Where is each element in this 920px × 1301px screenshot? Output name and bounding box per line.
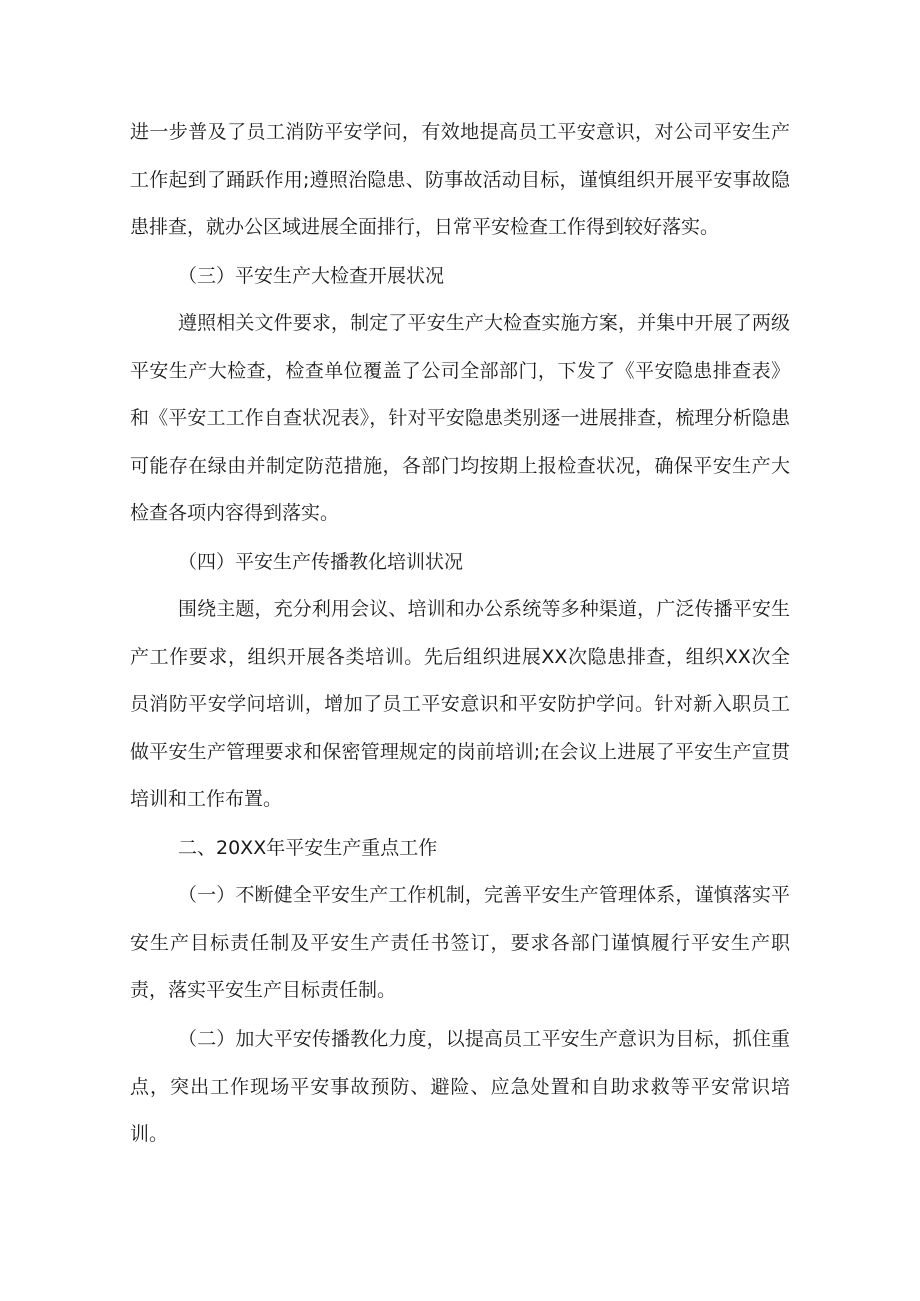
key-work-item-2: （二）加大平安传播教化力度，以提高员工平安生产意识为目标，抓住重点，突出工作现场平安事故预防、避险、应急处置和自助求救等平安常识培训。 [130,1028,790,1145]
paragraph-inspection: 遵照相关文件要求，制定了平安生产大检查实施方案，并集中开展了两级平安生产大检查，检查单位覆盖了公司全部部门，下发了《平安隐患排查表》和《平安工工作自查状况表》，针对平安隐患类别逐一进展排查，梳理分析隐患可能存在绿由并制定防范措施，各部门均按期上报检查状况，确保平安生产大检查各项内容得到落实。 [130,312,790,524]
section-heading-3: （三）平安生产大检查开展状况 [178,265,445,287]
paragraph-continuation: 进一步普及了员工消防平安学问，有效地提高员工平安意识，对公司平安生产工作起到了踊跃作用;遵照治隐患、防事故活动目标，谨慎组织开展平安事故隐患排查，就办公区域进展全面排行，日常平安检查工作得到较好落实。 [130,121,790,238]
key-work-item-1: （一）不断健全平安生产工作机制，完善平安生产管理体系，谨慎落实平安生产目标责任制及平安生产责任书签订，要求各部门谨慎履行平安生产职责，落实平安生产目标责任制。 [130,884,790,1001]
section-heading-key-work: 二、20XX年平安生产重点工作 [178,837,438,859]
paragraph-training: 围绕主题，充分利用会议、培训和办公系统等多种渠道，广泛传播平安生产工作要求，组织开展各类培训。先后组织进展XX次隐患排查，组织XX次全员消防平安学问培训，增加了员工平安意识和平安防护学问。针对新入职员工做平安生产管理要求和保密管理规定的岗前培训;在会议上进展了平安生产宣贯培训和工作布置。 [130,598,790,810]
section-heading-4: （四）平安生产传播教化培训状况 [178,551,464,573]
